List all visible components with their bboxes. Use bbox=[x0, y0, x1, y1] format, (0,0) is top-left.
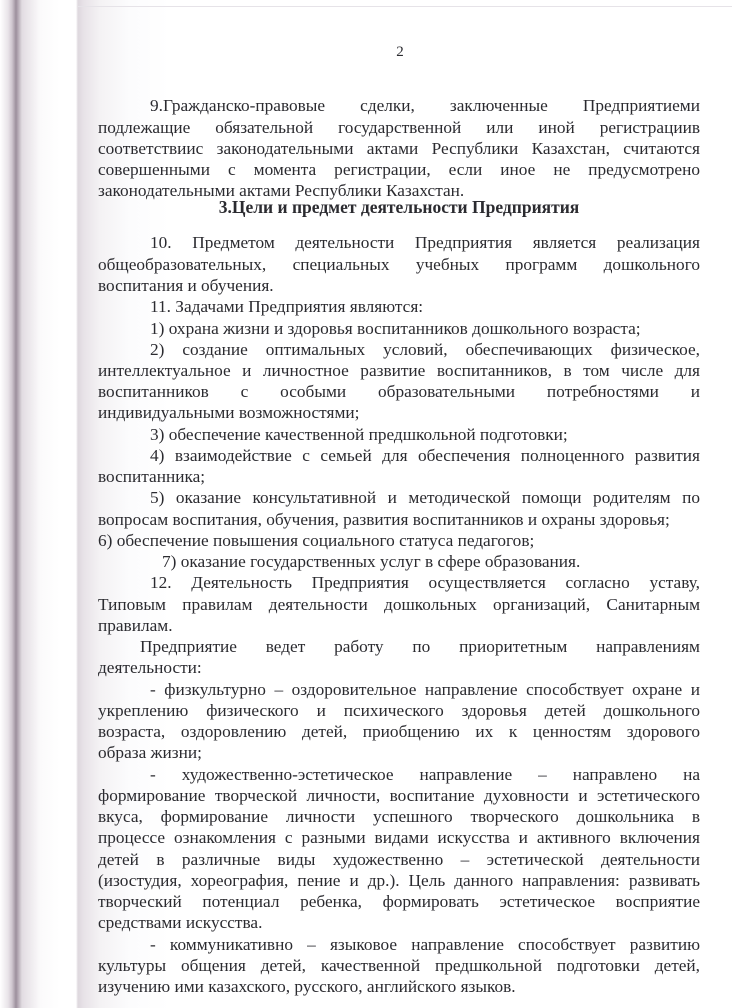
direction-communicative-line: культуры общения детей, качественной предшкольной подготовки детей, bbox=[98, 956, 700, 975]
page-edge bbox=[78, 6, 732, 7]
list-item-1: 1) охрана жизни и здоровья воспитанников дошкольного возраста; bbox=[150, 319, 641, 338]
direction-artistic-line: (изостудия, хореография, пение и др.). Цель данного направления: развивать bbox=[98, 871, 700, 890]
paragraph-12-line: правилам. bbox=[98, 616, 173, 635]
direction-physical-line: - физкультурно – оздоровительное направление способствует охране и bbox=[150, 680, 700, 699]
list-item-2-line: 2) создание оптимальных условий, обеспечивающих физическое, bbox=[150, 340, 700, 359]
direction-communicative-line: изучению ими казахского, русского, английского языков. bbox=[98, 977, 516, 996]
direction-artistic-line: средствами искусства. bbox=[98, 913, 263, 932]
paragraph-10-line: 10. Предметом деятельности Предприятия является реализация bbox=[150, 233, 700, 252]
list-item-2-line: индивидуальными возможностями; bbox=[98, 403, 360, 422]
direction-artistic-line: вкуса, формирование личности успешного творческого дошкольника в bbox=[98, 807, 700, 826]
paragraph-11-line: 11. Задачами Предприятия являются: bbox=[150, 297, 424, 316]
list-item-7: 7) оказание государственных услуг в сфере образования. bbox=[162, 552, 581, 571]
direction-communicative-line: - коммуникативно – языковое направление способствует развитию bbox=[150, 935, 700, 954]
paragraph-9-line: соответствиис законодательными актами Республики Казахстан, считаются bbox=[98, 139, 700, 158]
paragraph-9-line: подлежащие обязательной государственной или иной регистрациив bbox=[98, 118, 700, 137]
paragraph-12-line: Типовым правилам деятельности дошкольных организаций, Санитарным bbox=[98, 595, 700, 614]
list-item-5-line: вопросам воспитания, обучения, развития воспитанников и охраны здоровья; bbox=[98, 510, 670, 529]
direction-artistic-line: процессе ознакомления с разными видами искусства и активного включения bbox=[98, 828, 700, 847]
list-item-4-line: 4) взаимодействие с семьей для обеспечения полноценного развития bbox=[150, 446, 700, 465]
list-item-2-line: интеллектуальное и личностное развитие воспитанников, в том числе для bbox=[98, 361, 700, 380]
list-item-4-line: воспитанника; bbox=[98, 467, 206, 486]
list-item-2-line: воспитанников с особыми образовательными потребностями и bbox=[98, 382, 700, 401]
direction-physical-line: укреплению физического и психического здоровья детей дошкольного bbox=[98, 701, 700, 720]
paragraph-10-line: общеобразовательных, специальных учебных программ дошкольного bbox=[98, 255, 700, 274]
direction-physical-line: образа жизни; bbox=[98, 743, 202, 762]
section-heading: 3.Цели и предмет деятельности Предприятия bbox=[218, 197, 580, 217]
direction-physical-line: возраста, оздоровлению детей, приобщению их к ценностям здорового bbox=[98, 722, 700, 741]
paragraph-9-line: совершенными с момента регистрации, если иное не предусмотрено bbox=[98, 160, 700, 179]
direction-artistic-line: творческий потенциал ребенка, формировать эстетическое восприятие bbox=[98, 892, 700, 911]
direction-artistic-line: формирование творческой личности, воспитание духовности и эстетического bbox=[98, 786, 700, 805]
paragraph-12-line: 12. Деятельность Предприятия осуществляется согласно уставу, bbox=[150, 573, 700, 592]
directions-intro-line: деятельности: bbox=[98, 658, 202, 677]
direction-artistic-line: детей в различные виды художественно – эстетической деятельности bbox=[98, 850, 700, 869]
paragraph-9-line: 9.Гражданско-правовые сделки, заключенные Предприятиеми bbox=[150, 96, 700, 115]
paragraph-10-line: воспитания и обучения. bbox=[98, 276, 274, 295]
list-item-6: 6) обеспечение повышения социального статуса педагогов; bbox=[98, 531, 535, 550]
list-item-5-line: 5) оказание консультативной и методической помощи родителям по bbox=[150, 488, 700, 507]
directions-intro-line: Предприятие ведет работу по приоритетным направлениям bbox=[140, 637, 700, 656]
direction-artistic-line: - художественно-эстетическое направление – направлено на bbox=[150, 765, 700, 784]
page-number: 2 bbox=[396, 44, 404, 60]
paragraph-9-line: законодательными актами Республики Казахстан. bbox=[98, 181, 465, 200]
list-item-3: 3) обеспечение качественной предшкольной подготовки; bbox=[150, 425, 568, 444]
